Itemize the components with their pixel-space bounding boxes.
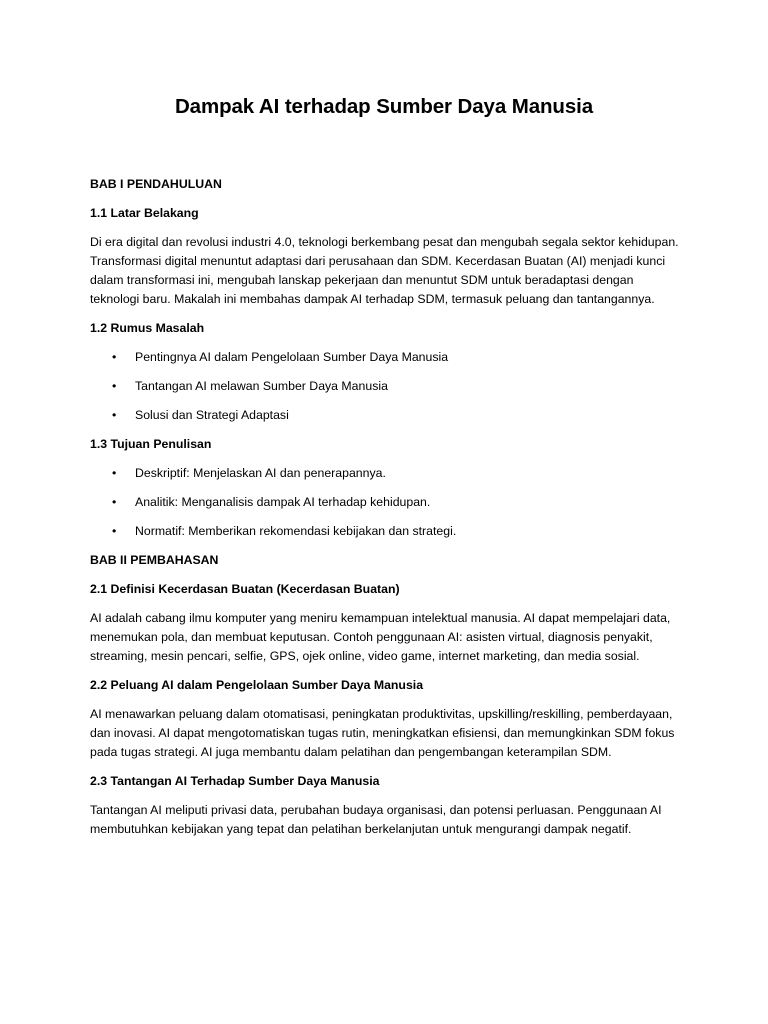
document-title: Dampak AI terhadap Sumber Daya Manusia xyxy=(174,95,594,118)
list-item xyxy=(90,406,682,424)
bullet-list-1-3 xyxy=(90,464,682,540)
list-item-text: Normatif: Memberikan rekomendasi kebijakan dan strategi. xyxy=(135,524,457,538)
section-heading-1-2: 1.2 Rumus Masalah xyxy=(90,321,205,335)
bullet-icon: • xyxy=(112,350,117,364)
section-heading-2-1: 2.1 Definisi Kecerdasan Buatan (Kecerdasan Buatan) xyxy=(90,582,400,596)
chapter-heading-bab-2: BAB II PEMBAHASAN xyxy=(90,553,219,567)
section-text-1-1: Di era digital dan revolusi industri 4.0, teknologi berkembang pesat dan mengubah segala sektor kehidupan. Transformasi digital menuntut adaptasi dari perusahaan dan SDM. Kecerdasan Buatan (AI) menjadi kunci dalam transformasi ini, mengubah lanskap pekerjaan dan menuntut SDM untuk beradaptasi dengan teknologi baru. Makalah ini membahas dampak AI terhadap SDM, termasuk peluang dan tantangannya. xyxy=(90,235,679,306)
list-item-text: Tantangan AI melawan Sumber Daya Manusia xyxy=(135,379,388,393)
list-item-text: Solusi dan Strategi Adaptasi xyxy=(135,408,289,422)
bullet-list-1-2 xyxy=(90,348,682,424)
list-item-text: Analitik: Menganalisis dampak AI terhadap kehidupan. xyxy=(135,495,431,509)
list-item xyxy=(90,348,682,366)
list-item xyxy=(90,377,682,395)
list-item-text: Deskriptif: Menjelaskan AI dan penerapannya. xyxy=(135,466,386,480)
section-heading-2-3: 2.3 Tantangan AI Terhadap Sumber Daya Manusia xyxy=(90,774,380,788)
section-text-2-1: AI adalah cabang ilmu komputer yang meniru kemampuan intelektual manusia. AI dapat mempelajari data, menemukan pola, dan membuat keputusan. Contoh penggunaan AI: asisten virtual, diagnosis penyakit, streaming, mesin pencari, selfie, GPS, ojek online, video game, internet marketing, dan media sosial. xyxy=(90,611,671,663)
section-heading-1-1: 1.1 Latar Belakang xyxy=(90,206,199,220)
bullet-icon: • xyxy=(112,495,117,509)
bullet-icon: • xyxy=(112,379,117,393)
section-text-2-2: AI menawarkan peluang dalam otomatisasi, peningkatan produktivitas, upskilling/reskilling, pemberdayaan, dan inovasi. AI dapat mengotomatiskan tugas rutin, meningkatkan efisiensi, dan memungkinkan SDM fokus pada tugas strategi. AI juga membantu dalam pelatihan dan pengembangan keterampilan SDM. xyxy=(90,707,675,759)
list-item-text: Pentingnya AI dalam Pengelolaan Sumber Daya Manusia xyxy=(135,350,449,364)
bullet-icon: • xyxy=(112,466,117,480)
list-item xyxy=(90,522,682,540)
list-item xyxy=(90,464,682,482)
document-body xyxy=(90,175,682,849)
bullet-icon: • xyxy=(112,408,117,422)
chapter-heading-bab-1: BAB I PENDAHULUAN xyxy=(90,177,222,191)
bullet-icon: • xyxy=(112,524,117,538)
section-heading-2-2: 2.2 Peluang AI dalam Pengelolaan Sumber Daya Manusia xyxy=(90,678,424,692)
list-item xyxy=(90,493,682,511)
section-text-2-3: Tantangan AI meliputi privasi data, perubahan budaya organisasi, dan potensi perluasan. Penggunaan AI membutuhkan kebijakan yang tepat dan pelatihan berkelanjutan untuk mengurangi dampak negatif. xyxy=(90,803,662,836)
section-heading-1-3: 1.3 Tujuan Penulisan xyxy=(90,437,212,451)
